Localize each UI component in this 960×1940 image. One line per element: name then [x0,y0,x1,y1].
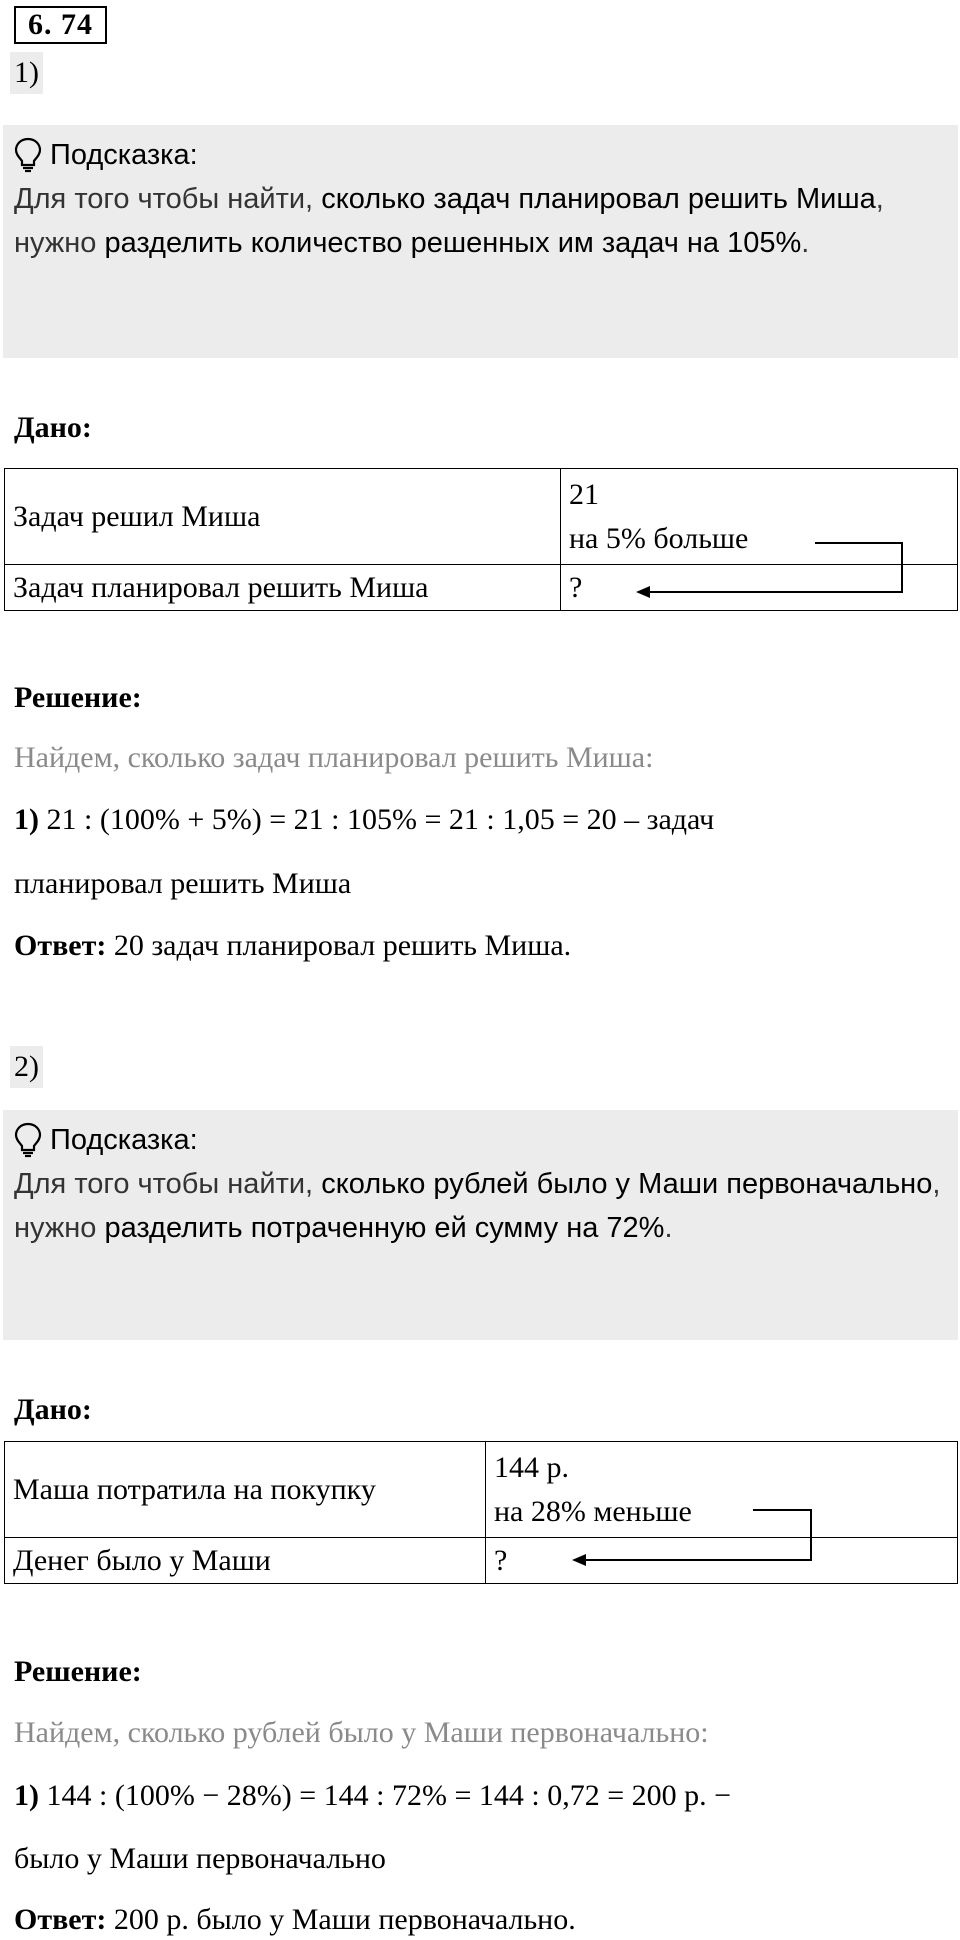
answer-label: Ответ: [14,1903,107,1936]
hint-text-emphasis: сколько задач планировал решить Миша [321,183,876,215]
hint-text-part: . [664,1212,673,1244]
hint-text-part: , нужно [14,183,884,259]
step-text: 144 : (100% − 28%) = 144 : 72% = 144 : 0,72 = 200 р. − [39,1779,732,1812]
given-row2-label: Денег было у Маши [5,1538,486,1584]
step-number: 1) [14,1779,39,1812]
hint-text-emphasis: разделить количество решенных им задач на 105% [104,227,802,259]
lightbulb-icon [14,1122,42,1158]
solution-heading: Решение: [14,681,142,714]
given-row1-relation: на 5% больше [569,521,749,555]
given-row2-label: Задач планировал решить Миша [5,565,561,611]
given-row1-value: 144 р. [494,1450,569,1484]
solution-step [14,1776,731,1816]
part-label: 2) [10,1046,43,1088]
hint-text-emphasis: сколько рублей было у Маши первоначально [321,1168,933,1200]
solution-intro: Найдем, сколько рублей было у Маши первоначально: [14,1716,709,1749]
solution-heading: Решение: [14,1655,142,1688]
answer-text: 200 р. было у Маши первоначально. [106,1903,576,1936]
answer-text: 20 задач планировал решить Миша. [106,929,572,962]
hint-box [3,1110,958,1340]
answer [14,926,571,966]
hint-title-row [14,1118,948,1162]
hint-text-emphasis: разделить потраченную ей сумму на 72% [104,1212,665,1244]
answer-label: Ответ: [14,929,107,962]
hint-text-part: . [801,227,810,259]
given-row1-value: 21 [569,477,599,511]
hint-title: Подсказка: [50,1124,198,1156]
solution-step-continued: планировал решить Миша [14,867,352,900]
given-heading: Дано: [14,411,92,444]
hint-text-part: Для того чтобы найти, [14,1168,322,1200]
part-label: 1) [10,52,43,94]
given-row1-relation: на 28% меньше [494,1494,692,1528]
hint-text-part: Для того чтобы найти, [14,183,322,215]
given-row2-value: ? [486,1538,958,1584]
hint-text [14,1162,948,1250]
solution-intro: Найдем, сколько задач планировал решить Миша: [14,741,654,774]
solution-step [14,800,714,840]
arrow-left-icon [0,0,960,620]
solution-step-continued: было у Маши первоначально [14,1842,386,1875]
given-row1-label: Задач решил Миша [5,469,561,565]
problem-number: 6. 74 [14,6,107,44]
hint-title: Подсказка: [50,139,198,171]
given-row1-label: Маша потратила на покупку [5,1442,486,1538]
step-number: 1) [14,803,39,836]
step-text: 21 : (100% + 5%) = 21 : 105% = 21 : 1,05 = 20 – задач [39,803,715,836]
given-heading: Дано: [14,1393,92,1426]
answer [14,1900,576,1940]
hint-text-part: , нужно [14,1168,941,1244]
given-row2-value: ? [561,565,958,611]
arrow-left-icon [0,1400,960,1600]
